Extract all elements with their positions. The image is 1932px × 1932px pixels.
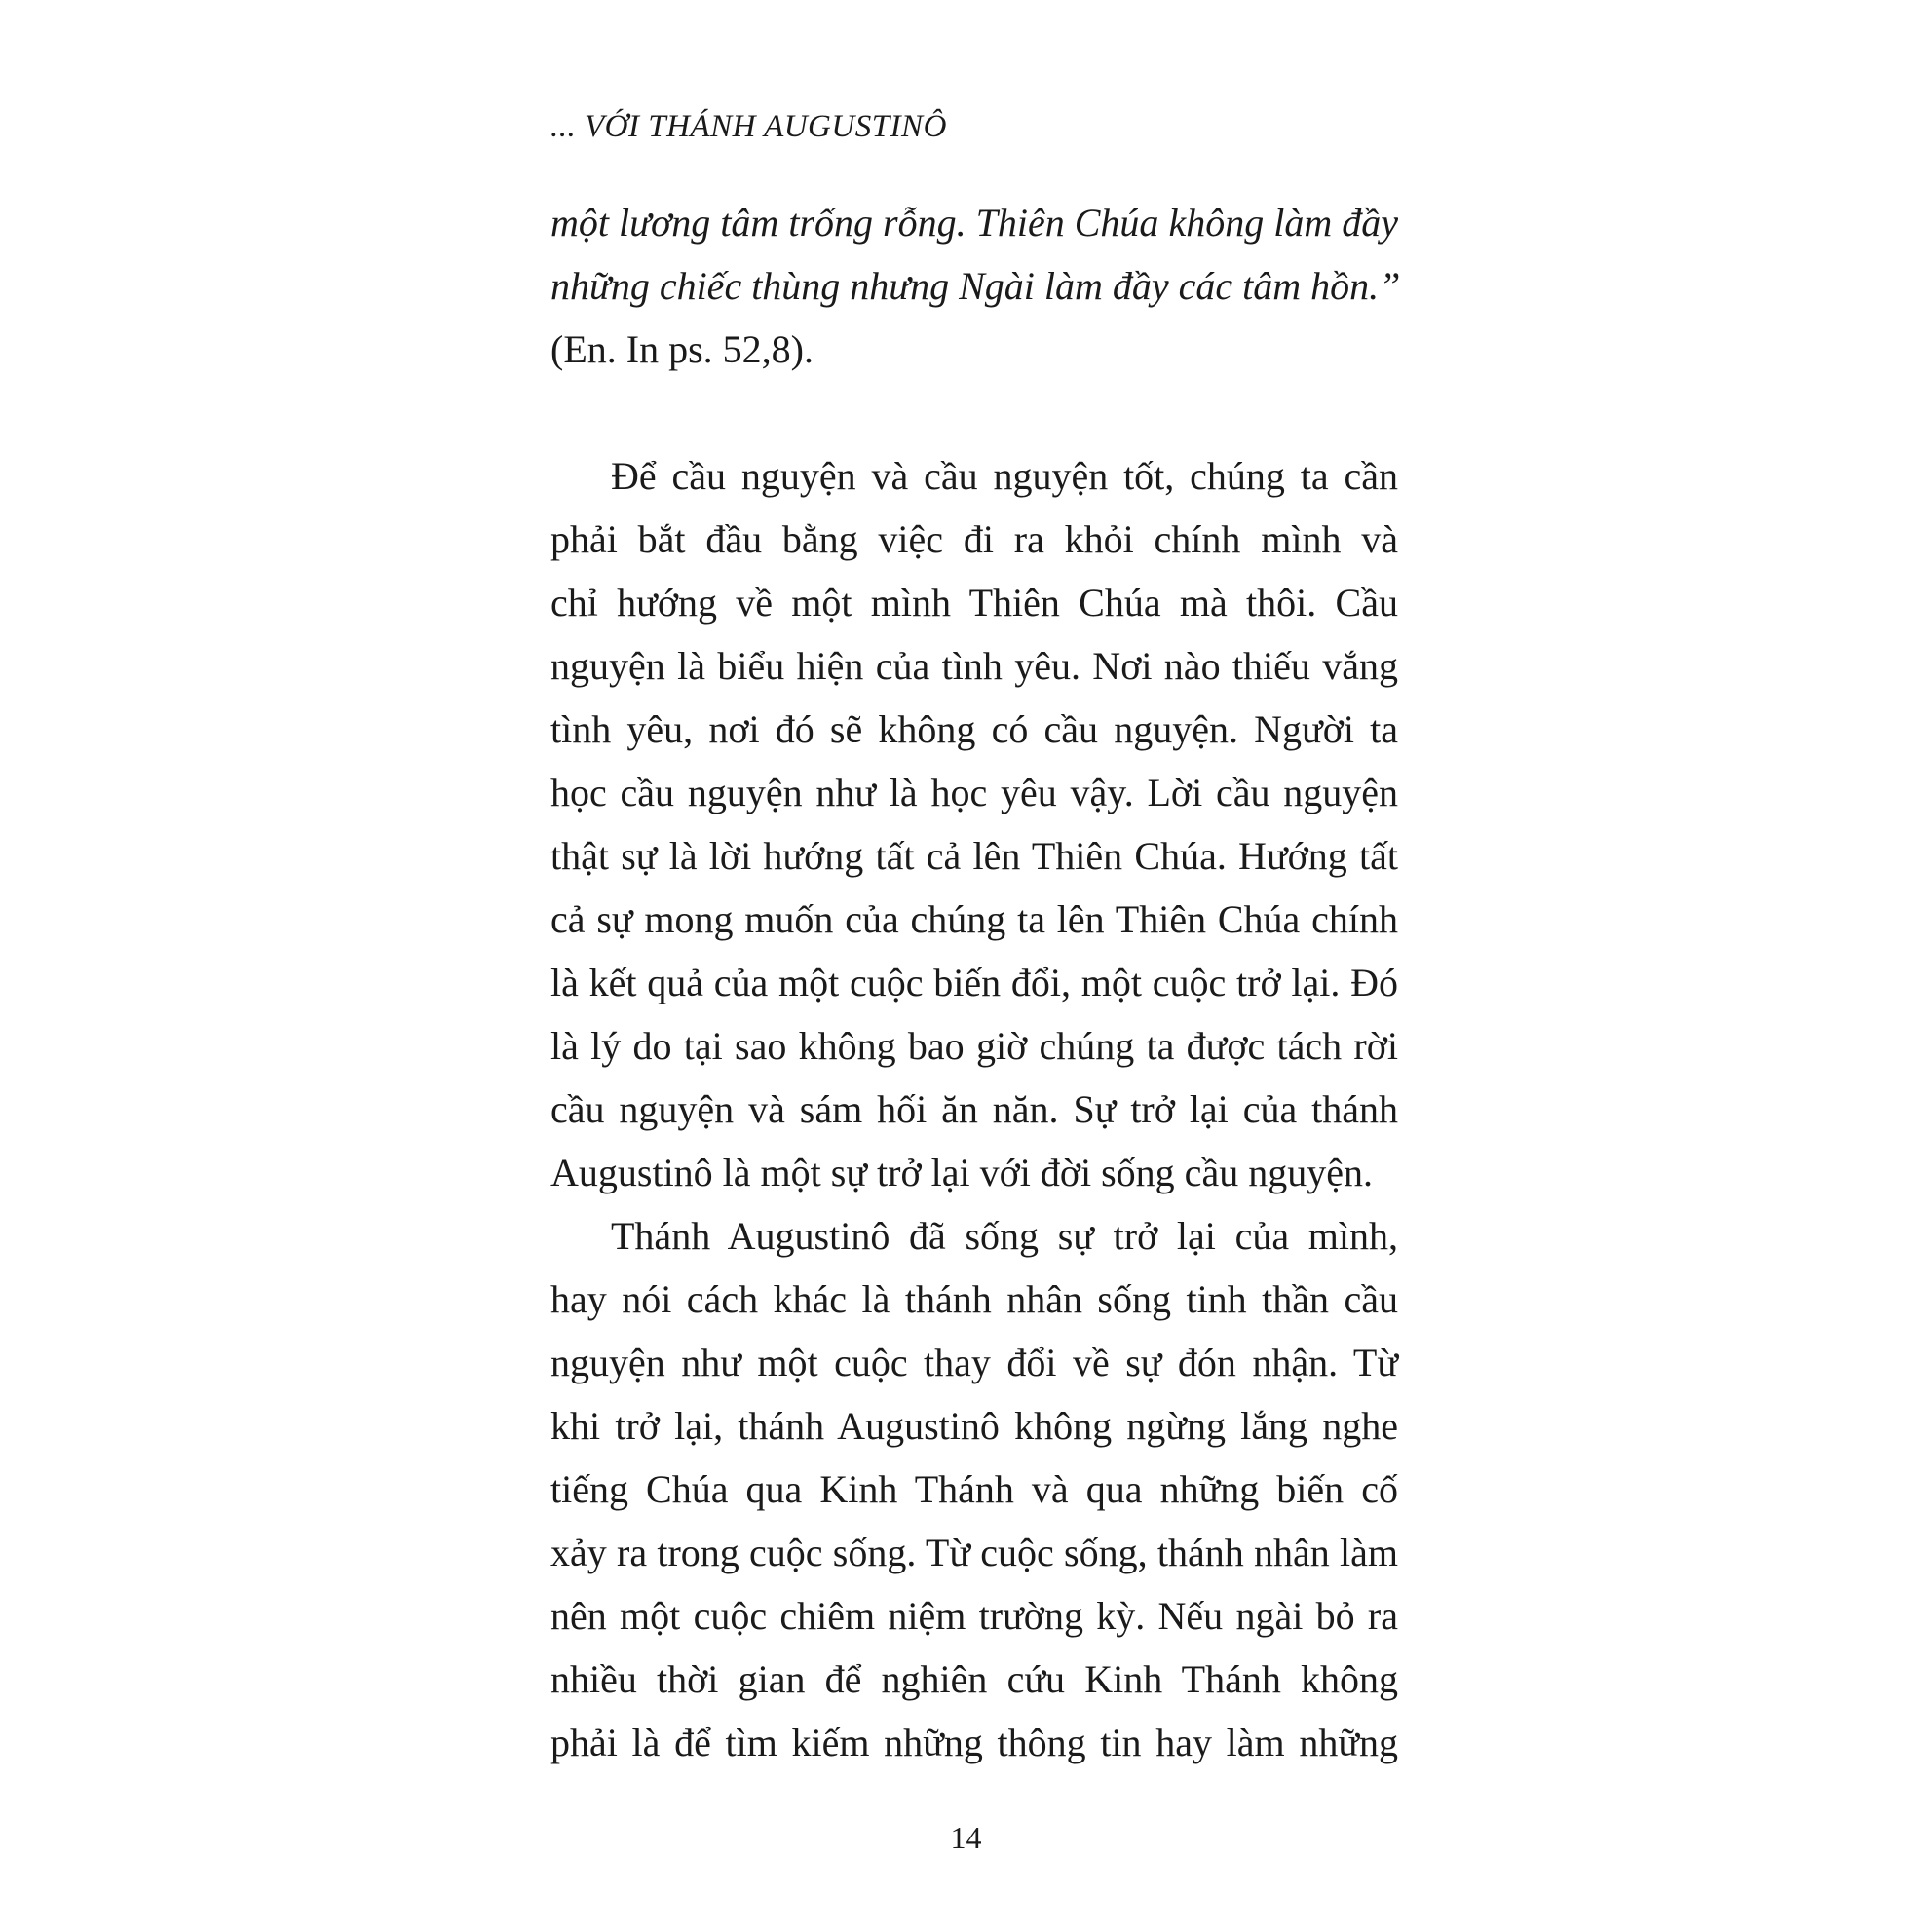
paragraph-line: học cầu nguyện như là học yêu vậy. Lời cầu nguyện [550, 771, 1398, 814]
quote-citation: (En. In ps. 52,8). [550, 327, 814, 371]
quote-block [550, 191, 1401, 381]
paragraph-line: khi trở lại, thánh Augustinô không ngừng lắng nghe [550, 1404, 1398, 1448]
paragraph-line: xảy ra trong cuộc sống. Từ cuộc sống, thánh nhân làm [550, 1531, 1398, 1574]
paragraph-line: hay nói cách khác là thánh nhân sống tinh thần cầu [550, 1277, 1398, 1321]
paragraph-line: là lý do tại sao không bao giờ chúng ta được tách rời [550, 1024, 1398, 1068]
paragraph-line: Thánh Augustinô đã sống sự trở lại của mình, [611, 1214, 1398, 1258]
body-text [550, 444, 1398, 1774]
paragraph-line: là kết quả của một cuộc biến đổi, một cuộc trở lại. Đó [550, 961, 1398, 1004]
paragraph-line: thật sự là lời hướng tất cả lên Thiên Chúa. Hướng tất [550, 834, 1398, 878]
paragraph-line: Để cầu nguyện và cầu nguyện tốt, chúng ta cần [611, 454, 1398, 498]
running-head: ... VỚI THÁNH AUGUSTINÔ [550, 109, 947, 144]
paragraph-line: cầu nguyện và sám hối ăn năn. Sự trở lại của thánh [550, 1087, 1398, 1131]
quote-line: những chiếc thùng nhưng Ngài làm đầy các tâm hồn.” [550, 264, 1401, 308]
paragraph-2 [550, 1204, 1398, 1774]
paragraph-line: tiếng Chúa qua Kinh Thánh và qua những biến cố [550, 1467, 1398, 1511]
paragraph-line: nhiều thời gian để nghiên cứu Kinh Thánh không [550, 1657, 1398, 1701]
paragraph-line: nên một cuộc chiêm niệm trường kỳ. Nếu ngài bỏ ra [550, 1594, 1398, 1638]
page-number: 14 [950, 1820, 982, 1855]
paragraph-line: nguyện như một cuộc thay đổi về sự đón nhận. Từ [550, 1341, 1398, 1384]
paragraph-1 [550, 444, 1398, 1204]
paragraph-line: chỉ hướng về một mình Thiên Chúa mà thôi. Cầu [550, 581, 1398, 625]
paragraph-line: nguyện là biểu hiện của tình yêu. Nơi nào thiếu vắng [550, 644, 1398, 688]
paragraph-line: Augustinô là một sự trở lại với đời sống cầu nguyện. [550, 1151, 1373, 1194]
quote-line: một lương tâm trống rỗng. Thiên Chúa không làm đầy [550, 201, 1398, 245]
paragraph-line: cả sự mong muốn của chúng ta lên Thiên Chúa chính [550, 897, 1398, 941]
paragraph-line: phải là để tìm kiếm những thông tin hay làm những [550, 1721, 1398, 1764]
paragraph-line: tình yêu, nơi đó sẽ không có cầu nguyện. Người ta [550, 707, 1398, 751]
paragraph-line: phải bắt đầu bằng việc đi ra khỏi chính mình và [550, 517, 1398, 561]
